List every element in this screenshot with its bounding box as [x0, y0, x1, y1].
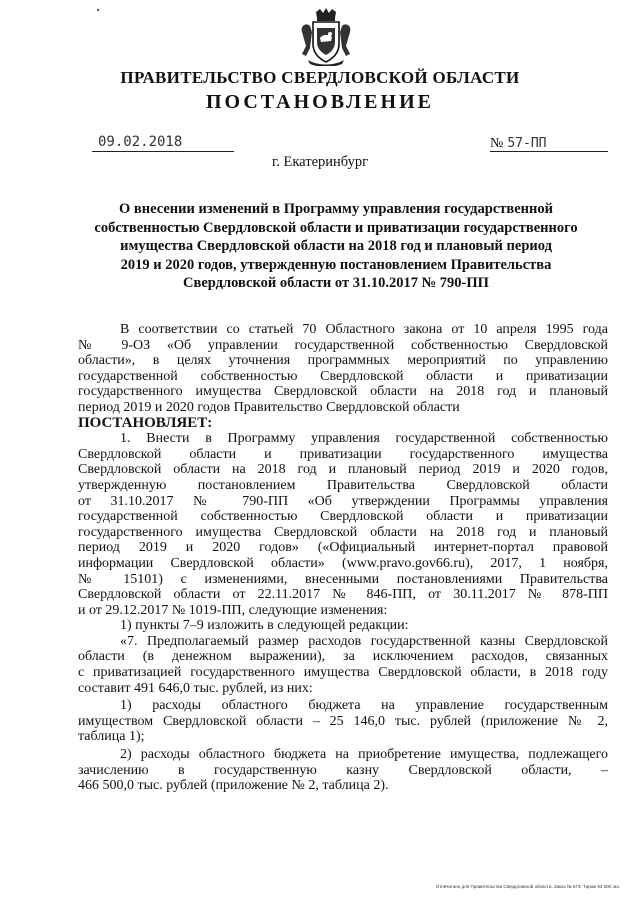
scan-speck: [97, 9, 99, 11]
document-number: 57-ПП: [507, 136, 547, 151]
item-line: государственного имущества Свердловской области на 2018 год и плановый: [78, 524, 608, 540]
item-line: утвержденную постановлением Правительства Свердловской области: [78, 477, 608, 493]
subject-line: имущества Свердловской области на 2018 год и плановый период: [120, 238, 552, 254]
city-label: г. Екатеринбург: [271, 154, 369, 170]
document-subject: [90, 200, 582, 293]
item-line: период 2019 и 2020 годов» («Официальный интернет-портал правовой: [78, 540, 608, 556]
item-line: Свердловской области и приватизации государственного имущества: [78, 446, 608, 462]
document-type-title: ПОСТАНОВЛЕНИЕ: [206, 91, 434, 113]
item-line: Свердловской области от 22.11.2017 № 846-ПП, от 30.11.2017 № 878-ПП: [78, 587, 608, 603]
subject-line: 2019 и 2020 годов, утвержденную постановлением Правительства: [120, 256, 552, 273]
preamble-line: государственного имущества Свердловской области на 2018 год и плановый: [78, 384, 608, 400]
number-sign: №: [490, 136, 504, 151]
coat-of-arms-icon: [298, 8, 354, 66]
preamble-line: государственной собственностью Свердловской области и приватизации: [78, 368, 608, 384]
item-line: 1. Внести в Программу управления государственной собственностью: [120, 431, 608, 447]
print-note: Отпечатано для Правительства Свердловской области. Заказ № 573. Тираж 94 000 экз.: [435, 884, 620, 889]
subject-line: О внесении изменений в Программу управления государственной: [119, 201, 553, 217]
item-line: Свердловской области на 2018 год и плановый период 2019 и 2020 годов,: [78, 462, 608, 478]
government-title: ПРАВИТЕЛЬСТВО СВЕРДЛОВСКОЙ ОБЛАСТИ: [120, 68, 520, 87]
document-date: 09.02.2018: [92, 134, 234, 152]
point-line: таблица 1);: [78, 729, 145, 745]
point-line: 1) расходы областного бюджета на управление государственным: [120, 698, 608, 714]
preamble-line: период 2019 и 2020 годов Правительство Свердловской области: [78, 399, 460, 415]
preamble-line: области», в целях уточнения программных мероприятий по управлению: [78, 353, 608, 369]
quote-line: области (в денежном выражении), за исключением расходов, связанных: [78, 649, 608, 665]
item-line: информации Свердловской области» (www.pravo.gov66.ru), 2017, 1 ноября,: [78, 555, 608, 571]
preamble-line: № 9-ОЗ «Об управлении государственной собственностью Свердловской: [78, 337, 608, 353]
subitem-line: 1) пункты 7–9 изложить в следующей редакции:: [120, 618, 409, 634]
item-line: от 31.10.2017 № 790-ПП «Об утверждении Программы управления: [78, 493, 608, 509]
item-line: государственной собственностью Свердловской области и приватизации: [78, 509, 608, 525]
quote-line: с приватизацией государственного имущества Свердловской области, в 2018 году: [78, 665, 608, 681]
decree-word: ПОСТАНОВЛЯЕТ:: [78, 415, 213, 431]
point-line: зачислению в государственную казну Свердловской области, –: [78, 762, 608, 778]
quote-line: «7. Предполагаемый размер расходов государственной казны Свердловской: [120, 633, 608, 649]
subject-line: собственностью Свердловской области и приватизации государственного: [94, 219, 578, 236]
point-line: 466 500,0 тыс. рублей (приложение № 2, таблица 2).: [78, 778, 389, 794]
preamble-line: В соответствии со статьей 70 Областного закона от 10 апреля 1995 года: [120, 322, 608, 337]
document-number-field: [490, 134, 608, 152]
quote-line: составит 491 646,0 тыс. рублей, из них:: [78, 680, 313, 696]
item-line: № 15101) с изменениями, внесенными постановлениями Правительства: [78, 571, 608, 587]
point-line: 2) расходы областного бюджета на приобретение имущества, подлежащего: [120, 747, 608, 763]
subject-line: Свердловской области от 31.10.2017 № 790-ПП: [183, 275, 489, 291]
point-line: имуществом Свердловской области – 25 146,0 тыс. рублей (приложение № 2,: [78, 713, 608, 729]
item-line: и от 29.12.2017 № 1019-ПП, следующие изменения:: [78, 602, 388, 618]
document-body: [78, 322, 608, 794]
